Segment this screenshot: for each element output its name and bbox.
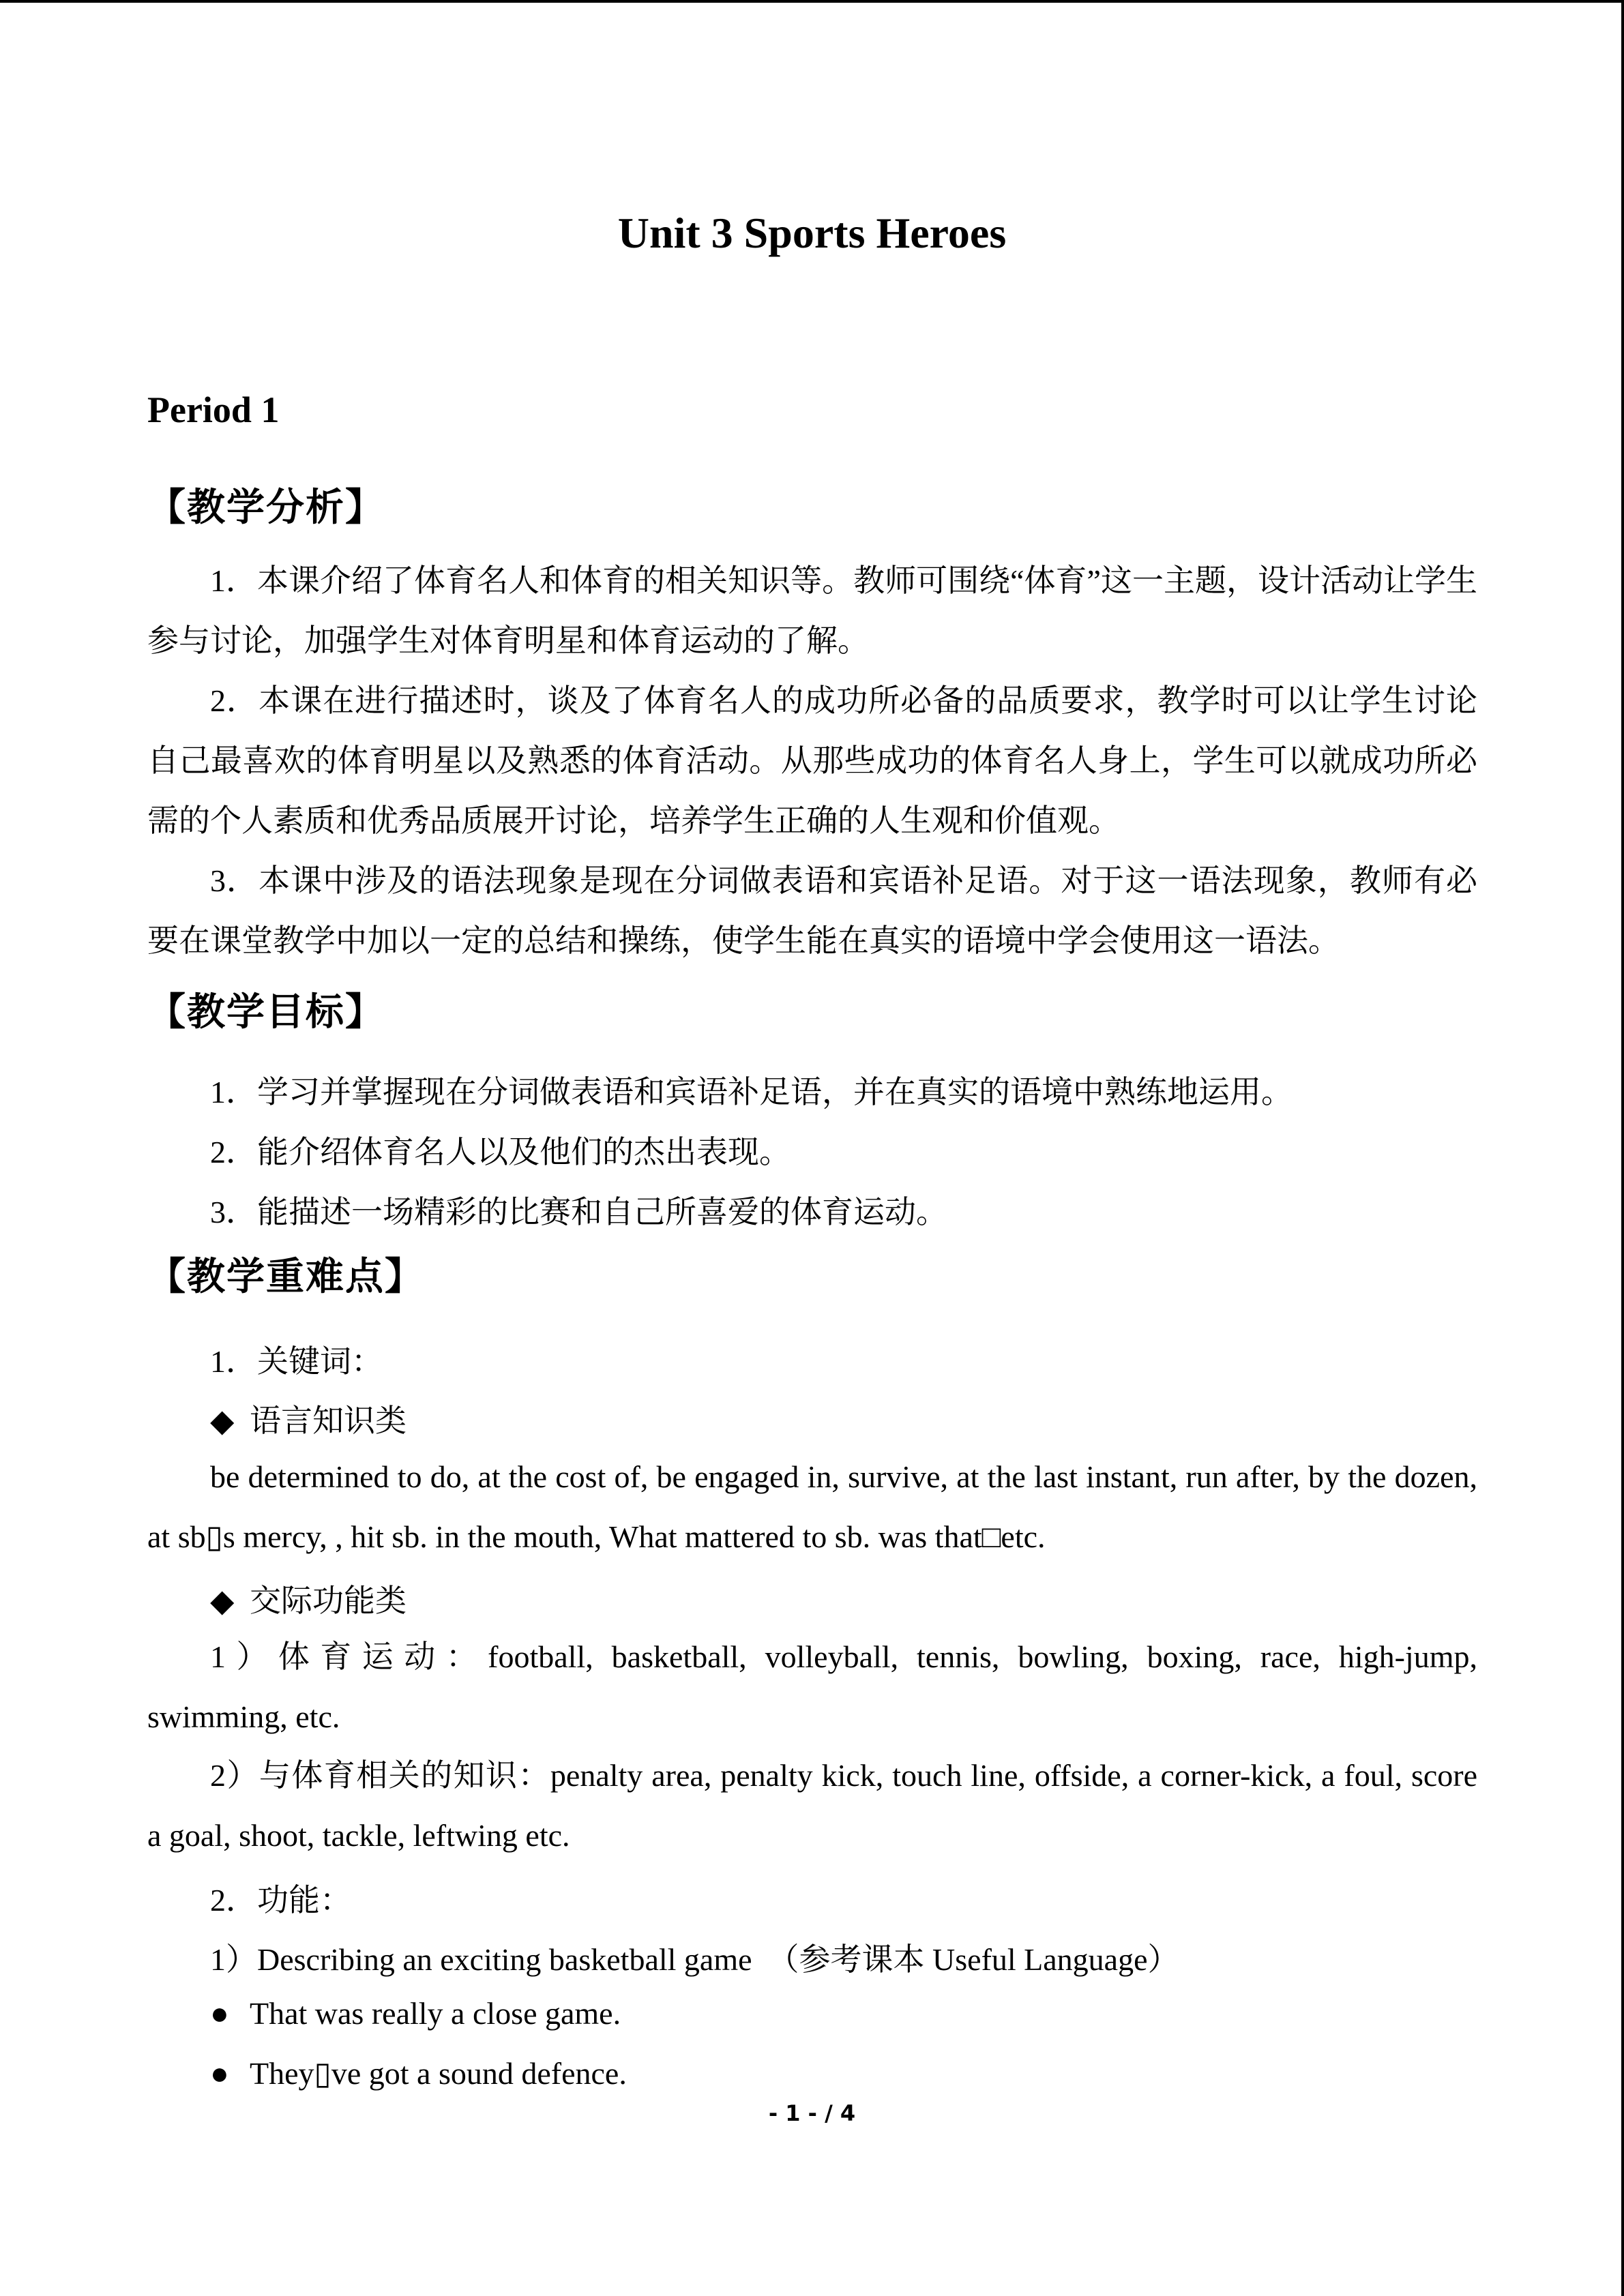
- example-sentence-1: That was really a close game.: [250, 1996, 621, 2031]
- analysis-paragraph-3: 3．本课中涉及的语法现象是现在分词做表语和宾语补足语。对于这一语法现象，教师有必要在课堂教学中加以一定的总结和操练，使学生能在真实的语境中学会使用这一语法。: [147, 863, 1477, 958]
- sports-knowledge-text: 2）与体育相关的知识：penalty area, penalty kick, touch line, offside, a corner-kick, a foul, score a goal, shoot, tackle, leftwing etc.: [147, 1758, 1477, 1853]
- objective-item-2: 2．能介绍体育名人以及他们的杰出表现。: [210, 1135, 791, 1169]
- heading-analysis: 【教学分析】: [147, 486, 385, 530]
- language-knowledge-row: [210, 1396, 407, 1441]
- diamond-bullet-icon: ◆: [210, 1583, 235, 1618]
- dot-bullet-icon: ●: [210, 1996, 229, 2031]
- communicative-row: [210, 1576, 407, 1621]
- analysis-paragraph-1: 1．本课介绍了体育名人和体育的相关知识等。教师可围绕“体育”这一主题，设计活动让学生参与讨论，加强学生对体育明星和体育运动的了解。: [147, 563, 1477, 658]
- analysis-paragraph-2: 2．本课在进行描述时，谈及了体育名人的成功所必备的品质要求，教学时可以让学生讨论自己最喜欢的体育明星以及熟悉的体育活动。从那些成功的体育名人身上，学生可以就成功所必需的个人素质和优秀品质展开讨论，培养学生正确的人生观和价值观。: [147, 683, 1477, 838]
- keywords-label: 1．关键词：: [210, 1344, 383, 1379]
- period-label: Period 1: [147, 389, 280, 430]
- example-row-1: [210, 1995, 621, 2031]
- page-border-top: [0, 0, 1624, 3]
- objective-item-1: 1．学习并掌握现在分词做表语和宾语补足语，并在真实的语境中熟练地运用。: [210, 1075, 1293, 1109]
- heading-objectives: 【教学目标】: [147, 990, 385, 1034]
- objective-item-3: 3．能描述一场精彩的比赛和自己所喜爱的体育运动。: [210, 1195, 947, 1229]
- language-knowledge-text: be determined to do, at the cost of, be engaged in, survive, at the last instant, run after, by the dozen, at sb▯s mercy, , hit sb. in the mouth, What mattered to sb. was that□etc.: [147, 1459, 1477, 1554]
- diamond-bullet-icon: ◆: [210, 1403, 235, 1438]
- sports-list-text: 1）体育运动：football, basketball, volleyball, tennis, bowling, boxing, race, high-jump, swimming, etc.: [147, 1639, 1477, 1734]
- page-number: - 1 - / 4: [768, 2100, 856, 2126]
- function-label: 2．功能：: [210, 1883, 351, 1918]
- document-title: Unit 3 Sports Heroes: [617, 209, 1007, 257]
- example-sentence-2: They▯ve got a sound defence.: [250, 2056, 627, 2091]
- example-row-2: [210, 2055, 627, 2091]
- page-border-right: [1621, 0, 1624, 2296]
- communicative-label: 交际功能类: [250, 1583, 407, 1618]
- heading-keypoints: 【教学重难点】: [147, 1255, 424, 1299]
- language-knowledge-label: 语言知识类: [250, 1403, 407, 1438]
- dot-bullet-icon: ●: [210, 2056, 229, 2091]
- function-item-1: 1）Describing an exciting basketball game （参考课本 Useful Language）: [210, 1942, 1179, 1977]
